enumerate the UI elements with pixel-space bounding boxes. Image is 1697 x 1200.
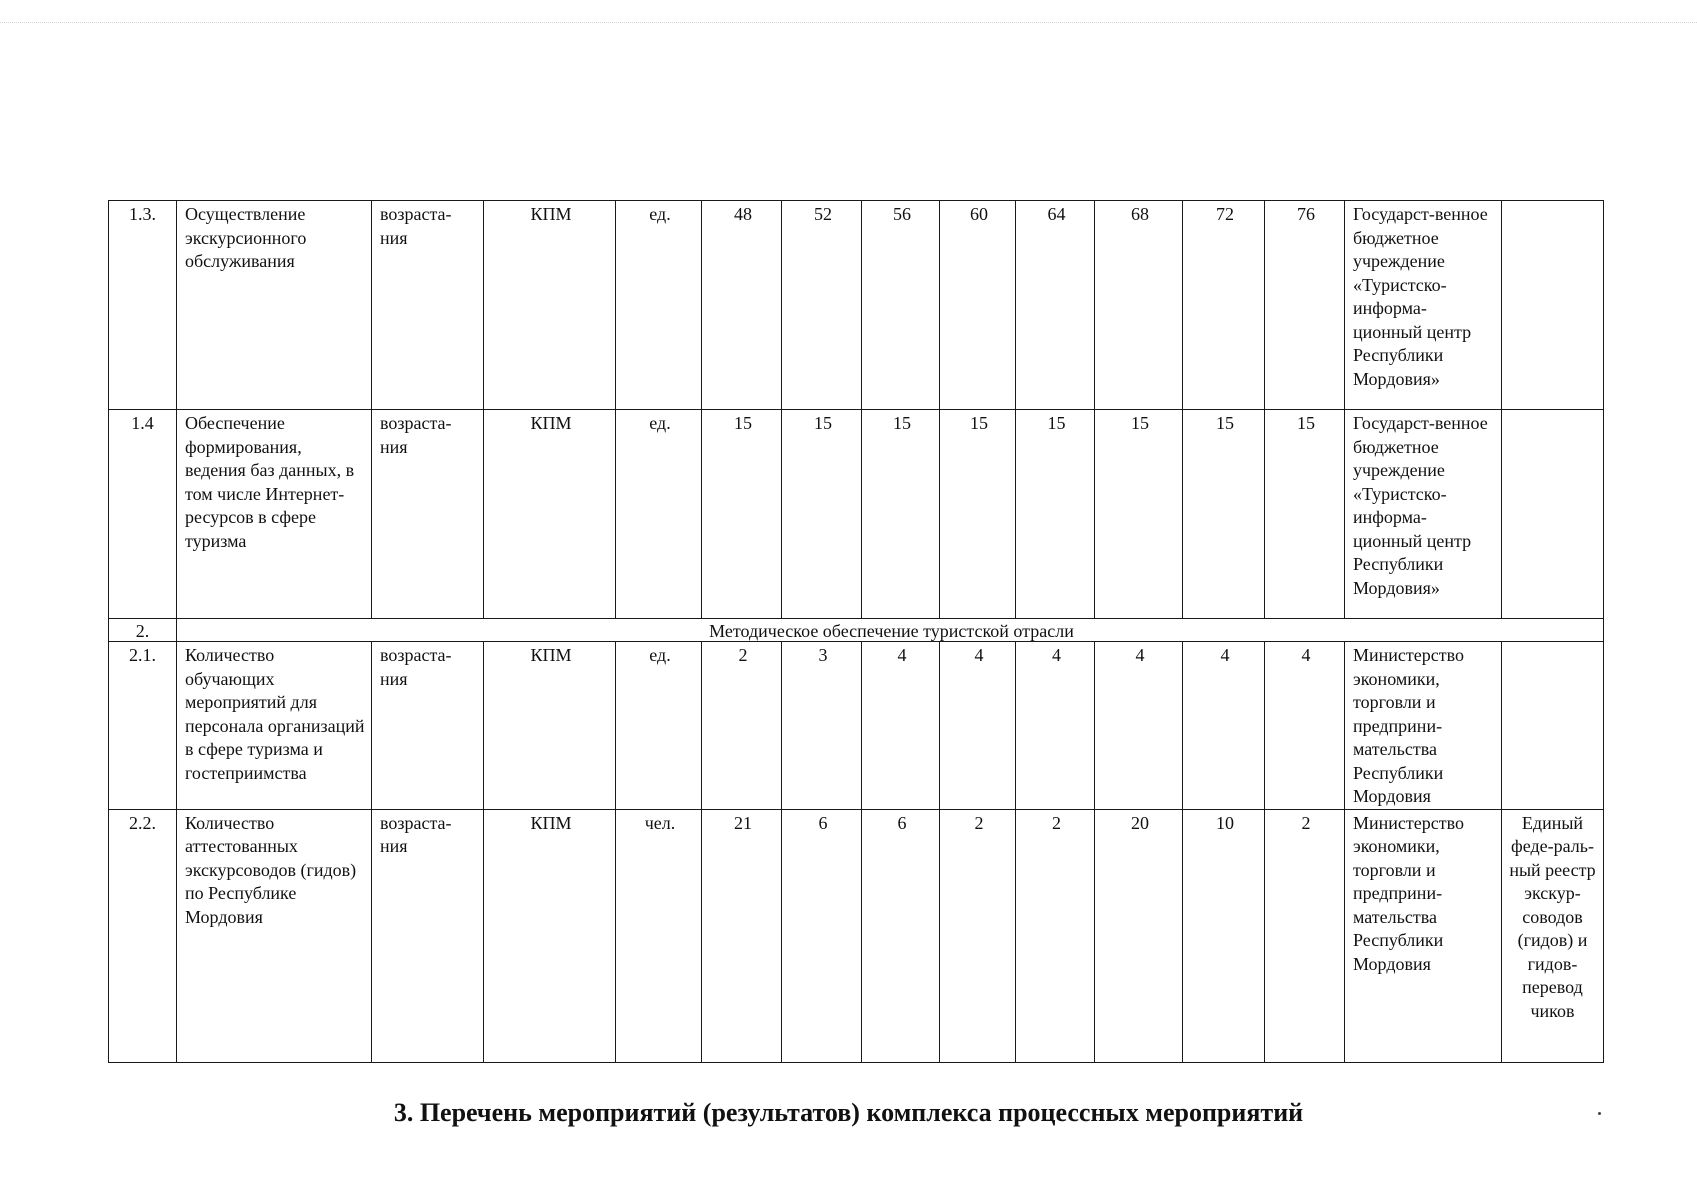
value-cell: 10 xyxy=(1183,809,1265,1062)
responsible-body: Государст-венное бюджетное учреждение «Туристско-информа-ционный центр Республики Мордовия» xyxy=(1345,201,1502,410)
indicator-level: КПМ xyxy=(484,201,616,410)
value-cell: 15 xyxy=(940,410,1016,619)
row-index: 2.1. xyxy=(109,642,177,810)
section-row xyxy=(109,619,1604,642)
table-row xyxy=(109,201,1604,410)
information-system xyxy=(1502,642,1604,810)
table-row xyxy=(109,410,1604,619)
value-cell: 15 xyxy=(1265,410,1345,619)
table-row xyxy=(109,642,1604,810)
value-cell: 4 xyxy=(1265,642,1345,810)
indicator-unit: ед. xyxy=(616,410,702,619)
indicator-level: КПМ xyxy=(484,410,616,619)
value-cell: 15 xyxy=(1095,410,1183,619)
indicator-unit: ед. xyxy=(616,642,702,810)
value-cell: 4 xyxy=(862,642,940,810)
scan-edge-artifact xyxy=(0,22,1697,23)
indicator-name: Обеспечение формирования, ведения баз данных, в том числе Интернет-ресурсов в сфере туризма xyxy=(177,410,372,619)
value-cell: 6 xyxy=(862,809,940,1062)
information-system xyxy=(1502,410,1604,619)
value-cell: 52 xyxy=(782,201,862,410)
indicator-name: Осуществление экскурсионного обслуживания xyxy=(177,201,372,410)
indicator-level: КПМ xyxy=(484,642,616,810)
section-index: 2. xyxy=(109,619,177,642)
row-index: 2.2. xyxy=(109,809,177,1062)
value-cell: 21 xyxy=(702,809,782,1062)
indicator-unit: ед. xyxy=(616,201,702,410)
responsible-body: Министерство экономики, торговли и предприни-мательства Республики Мордовия xyxy=(1345,642,1502,810)
indicator-name: Количество аттестованных экскурсоводов (гидов) по Республике Мордовия xyxy=(177,809,372,1062)
value-cell: 15 xyxy=(702,410,782,619)
value-cell: 20 xyxy=(1095,809,1183,1062)
indicator-trend: возраста-ния xyxy=(372,410,484,619)
indicator-level: КПМ xyxy=(484,809,616,1062)
value-cell: 15 xyxy=(862,410,940,619)
indicator-trend: возраста-ния xyxy=(372,809,484,1062)
indicator-unit: чел. xyxy=(616,809,702,1062)
indicator-name: Количество обучающих мероприятий для персонала организаций в сфере туризма и гостеприимства xyxy=(177,642,372,810)
value-cell: 60 xyxy=(940,201,1016,410)
value-cell: 4 xyxy=(1183,642,1265,810)
row-index: 1.4 xyxy=(109,410,177,619)
value-cell: 15 xyxy=(1016,410,1095,619)
value-cell: 2 xyxy=(1016,809,1095,1062)
value-cell: 6 xyxy=(782,809,862,1062)
value-cell: 68 xyxy=(1095,201,1183,410)
row-index: 1.3. xyxy=(109,201,177,410)
indicator-trend: возраста-ния xyxy=(372,201,484,410)
responsible-body: Министерство экономики, торговли и предприни-мательства Республики Мордовия xyxy=(1345,809,1502,1062)
value-cell: 64 xyxy=(1016,201,1095,410)
section-heading: 3. Перечень мероприятий (результатов) комплекса процессных мероприятий xyxy=(393,1098,1304,1127)
value-cell: 2 xyxy=(702,642,782,810)
information-system xyxy=(1502,201,1604,410)
value-cell: 4 xyxy=(1095,642,1183,810)
value-cell: 56 xyxy=(862,201,940,410)
value-cell: 2 xyxy=(1265,809,1345,1062)
information-system: Единый феде-раль-ный реестр экскур-соводов (гидов) и гидов-перевод чиков xyxy=(1502,809,1604,1062)
value-cell: 4 xyxy=(1016,642,1095,810)
value-cell: 3 xyxy=(782,642,862,810)
indicators-table xyxy=(108,200,1604,1063)
scan-speck-artifact xyxy=(1598,1112,1601,1115)
value-cell: 72 xyxy=(1183,201,1265,410)
section-title: Методическое обеспечение туристской отрасли xyxy=(177,619,1604,642)
value-cell: 48 xyxy=(702,201,782,410)
value-cell: 76 xyxy=(1265,201,1345,410)
value-cell: 15 xyxy=(1183,410,1265,619)
value-cell: 4 xyxy=(940,642,1016,810)
responsible-body: Государст-венное бюджетное учреждение «Туристско-информа-ционный центр Республики Мордовия» xyxy=(1345,410,1502,619)
indicator-trend: возраста-ния xyxy=(372,642,484,810)
value-cell: 15 xyxy=(782,410,862,619)
table-row xyxy=(109,809,1604,1062)
value-cell: 2 xyxy=(940,809,1016,1062)
